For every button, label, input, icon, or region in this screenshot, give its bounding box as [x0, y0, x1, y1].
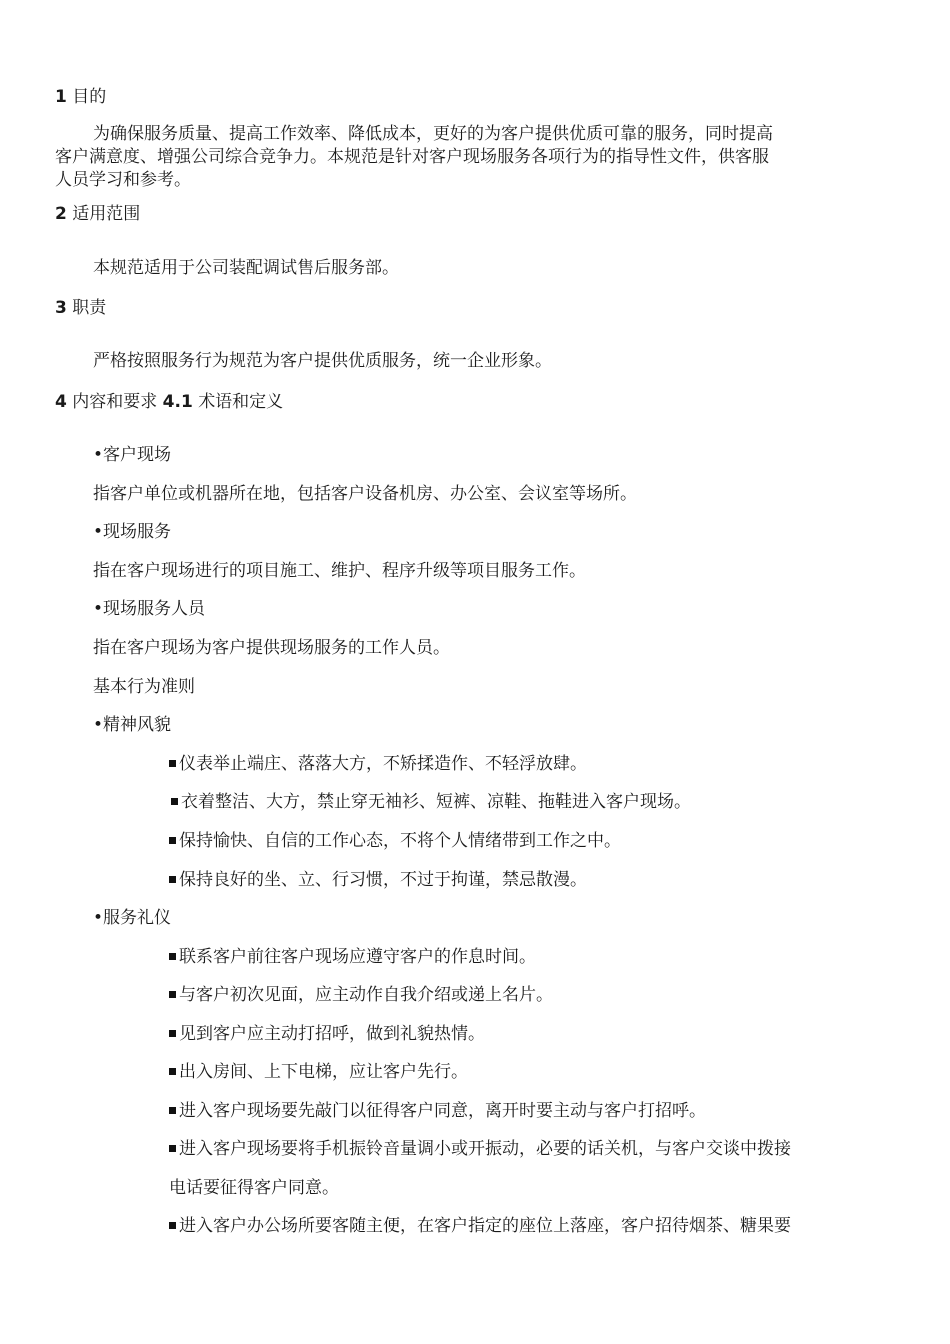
spirit-heading: •精神风貌: [93, 715, 172, 735]
etiquette-heading: •服务礼仪: [93, 908, 172, 928]
square-bullet-icon: [171, 798, 178, 805]
list-item: 进入客户现场要将手机振铃音量调小或开振动，必要的话关机，与客户交谈中拨接: [169, 1138, 791, 1160]
list-item: 与客户初次见面，应主动作自我介绍或递上名片。: [169, 984, 553, 1006]
list-item: 衣着整洁、大方，禁止穿无袖衫、短裤、凉鞋、拖鞋进入客户现场。: [171, 791, 691, 813]
square-bullet-icon: [169, 1068, 176, 1075]
subsection-number: 4.1: [162, 392, 193, 412]
list-item: 见到客户应主动打招呼，做到礼貌热情。: [169, 1023, 485, 1045]
section-4-heading: [55, 391, 283, 413]
term-definition: 指在客户现场为客户提供现场服务的工作人员。: [93, 638, 450, 658]
list-item: 进入客户现场要先敲门以征得客户同意，离开时要主动与客户打招呼。: [169, 1100, 706, 1122]
section-title: 内容和要求: [72, 392, 158, 412]
basic-rules-heading: 基本行为准则: [93, 677, 195, 697]
section-number: 2: [55, 204, 67, 224]
paragraph-line: 人员学习和参考。: [55, 170, 191, 190]
section-number: 1: [55, 87, 67, 107]
paragraph-line: 严格按照服务行为规范为客户提供优质服务，统一企业形象。: [93, 351, 552, 371]
term-definition: 指在客户现场进行的项目施工、维护、程序升级等项目服务工作。: [93, 561, 586, 581]
square-bullet-icon: [169, 876, 176, 883]
term-title: •客户现场: [93, 445, 172, 465]
paragraph-line: 为确保服务质量、提高工作效率、降低成本，更好的为客户提供优质可靠的服务，同时提高: [93, 124, 773, 144]
list-item: 保持良好的坐、立、行习惯，不过于拘谨，禁忌散漫。: [169, 869, 587, 891]
square-bullet-icon: [169, 953, 176, 960]
square-bullet-icon: [169, 991, 176, 998]
list-item: 进入客户办公场所要客随主便，在客户指定的座位上落座，客户招待烟茶、糖果要: [169, 1215, 791, 1237]
list-item: 仪表举止端庄、落落大方，不矫揉造作、不轻浮放肆。: [169, 753, 587, 775]
term-title: •现场服务: [93, 522, 172, 542]
section-title: 适用范围: [72, 204, 141, 224]
list-item: 联系客户前往客户现场应遵守客户的作息时间。: [169, 946, 536, 968]
square-bullet-icon: [169, 1145, 176, 1152]
list-item: 出入房间、上下电梯，应让客户先行。: [169, 1061, 468, 1083]
subsection-title: 术语和定义: [198, 392, 284, 412]
section-number: 4: [55, 392, 67, 412]
section-3-heading: [55, 297, 106, 319]
paragraph-line: 本规范适用于公司装配调试售后服务部。: [93, 258, 399, 278]
section-number: 3: [55, 298, 67, 318]
square-bullet-icon: [169, 1030, 176, 1037]
square-bullet-icon: [169, 1107, 176, 1114]
section-2-heading: [55, 203, 140, 225]
list-item: 保持愉快、自信的工作心态，不将个人情绪带到工作之中。: [169, 830, 621, 852]
section-title: 目的: [72, 87, 107, 107]
section-1-heading: [55, 86, 106, 108]
square-bullet-icon: [169, 1222, 176, 1229]
square-bullet-icon: [169, 837, 176, 844]
term-title: •现场服务人员: [93, 599, 206, 619]
paragraph-line: 客户满意度、增强公司综合竞争力。本规范是针对客户现场服务各项行为的指导性文件，供客服: [55, 147, 769, 167]
list-item-continuation: 电话要征得客户同意。: [169, 1178, 339, 1198]
square-bullet-icon: [169, 760, 176, 767]
term-definition: 指客户单位或机器所在地，包括客户设备机房、办公室、会议室等场所。: [93, 484, 637, 504]
section-title: 职责: [72, 298, 107, 318]
